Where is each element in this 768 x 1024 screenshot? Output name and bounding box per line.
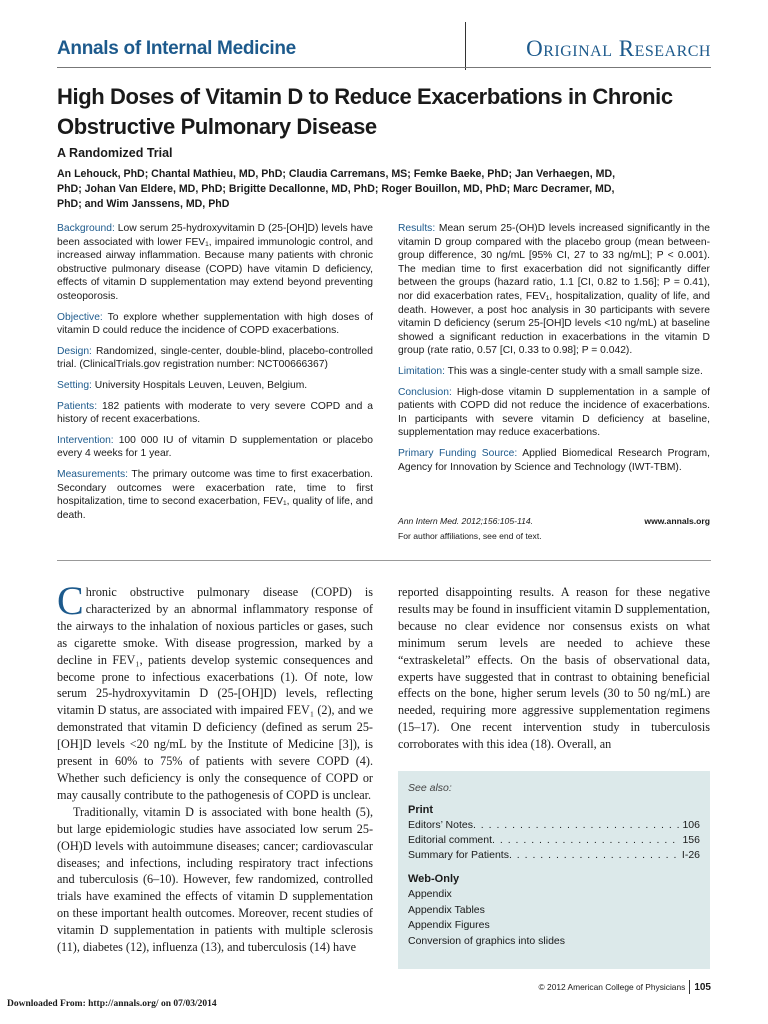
- patients-label: Patients:: [57, 400, 98, 412]
- body-paragraph: reported disappointing results. A reason for these negative results may be found in insufficient vitamin D supplementation, because no clear evidence nor consensus exists on what minimum serum levels are needed to achieve these “extraskeletal” effects. On the basis of observational data, experts have suggested that in contrast to obtaining beneficial effects on the bone, higher serum levels (30 to 50 ng/mL) are needed, requiring more aggressive supplementation regimens (15–17). One recent intervention study in tuberculosis corroborates with this idea (18). Overall, an: [398, 585, 710, 752]
- journal-url-link[interactable]: www.annals.org: [644, 516, 710, 526]
- abstract-right-column: [398, 222, 710, 481]
- print-item-label: Summary for Patients: [408, 849, 509, 861]
- print-item-label: Editorial comment: [408, 834, 493, 846]
- print-item-label: Editors’ Notes: [408, 819, 473, 831]
- abstract-rule: [57, 560, 711, 561]
- objective-label: Objective:: [57, 311, 103, 323]
- copyright: © 2012 American College of Physicians: [538, 982, 686, 992]
- results-text: Mean serum 25-(OH)D levels increased significantly in the vitamin D group compared with the placebo group (mean between-group difference, 30 ng/mL [95% CI, 27 to 33 ng/mL]; P < 0.001). The median time to first exacerbation did not significantly differ between the groups (hazard ratio, 1.1 [CI, 0.82 to 1.56]; P = 0.41), nor did exacerbation rates, FEV₁, hospitalization, quality of life, and death. However, a post hoc analysis in 30 participants with severe vitamin D deficiency (serum 25-[OH]D levels <10 ng/mL) at baseline showed a significant reduction in exacerbations in the vitamin D group (rate ratio, 0.57 [CI, 0.33 to 0.98]; P = 0.042).: [398, 223, 710, 357]
- footer-divider: [689, 980, 690, 994]
- body-paragraph: Traditionally, vitamin D is associated with bone health (5), but large epidemiologic studies have associated low serum 25-(OH)D levels with autoimmune diseases; cancer; cardiovascular diseases; and infections, including respiratory tract infections and tuberculosis (6–10). However, few randomized, controlled trials have examined the effects of vitamin D supplementation on these important health outcomes. Moreover, recent studies of vitamin D supplementation in patients with multiple sclerosis (11), diabetes (12), influenza (13), and tuberculosis (14) have: [57, 804, 373, 955]
- body-right-column: [398, 584, 710, 753]
- abstract-limitation: [398, 365, 710, 379]
- page-number: 105: [694, 981, 711, 993]
- background-text: Low serum 25-hydroxyvitamin D (25-[OH]D) levels have been associated with lower FEV₁, impaired immunologic control, and increased airway inflammation. Because many patients with chronic obstructive pulmonary disease (COPD) have vitamin D deficiency, effects of vitamin D supplementation may extend beyond preventing osteoporosis.: [57, 223, 373, 302]
- patients-text: 182 patients with moderate to very severe COPD and a history of recent exacerbations.: [57, 400, 373, 426]
- see-also-print-item[interactable]: [408, 818, 700, 833]
- article-title: High Doses of Vitamin D to Reduce Exacerbations in Chronic Obstructive Pulmonary Disease: [57, 84, 673, 139]
- abstract-intervention: [57, 434, 373, 461]
- abstract-objective: [57, 311, 373, 338]
- print-heading: Print: [408, 804, 434, 816]
- funding-text: Applied Biomedical Research Program, Agency for Innovation by Science and Technology (IWT-TBM).: [398, 447, 710, 473]
- abstract-design: [57, 345, 373, 372]
- leader-dots: [509, 848, 680, 863]
- section-label: Original Research: [526, 36, 711, 61]
- leader-dots: [492, 833, 680, 848]
- measurements-label: Measurements:: [57, 468, 128, 480]
- affiliations-note: For author affiliations, see end of text.: [398, 531, 542, 541]
- header-rule: [57, 67, 711, 68]
- page-footer: [539, 980, 711, 994]
- conclusion-text: High-dose vitamin D supplementation in a sample of patients with COPD did not reduce the incidence of exacerbations. In participants with severe vitamin D deficiency at baseline, supplementation may reduce exacerbations.: [398, 386, 710, 439]
- print-item-page: 106: [682, 819, 700, 831]
- see-also-title: See also:: [408, 782, 452, 794]
- citation-block: [398, 516, 710, 541]
- download-stamp: Downloaded From: http://annals.org/ on 07/03/2014: [7, 999, 217, 1009]
- web-only-heading: Web-Only: [408, 873, 460, 885]
- print-item-page: 156: [682, 834, 700, 846]
- intervention-label: Intervention:: [57, 434, 114, 446]
- web-item-conversion-slides[interactable]: Conversion of graphics into slides: [408, 934, 565, 947]
- body-left-column: [57, 578, 373, 956]
- limitation-label: Limitation:: [398, 365, 445, 377]
- abstract-funding: [398, 447, 710, 474]
- see-also-box: [398, 771, 710, 969]
- abstract-background: [57, 222, 373, 304]
- body-paragraph-1-text: hronic obstructive pulmonary disease (COPD) is characterized by an abnormal inflammatory response of the airways to the inhalation of noxious particles or gases, such as cigarette smoke. With disease progression, marked by a decline in FEV₁, patients develop systemic consequences and become prone to infectious exacerbations (1). Of note, low serum 25-hydroxyvitamin D (25-[OH]D) levels, reflecting vitamin D status, are associated with impaired FEV₁ (2), and we demonstrated that vitamin D deficiency (defined as serum 25-[OH]D levels <20 ng/mL by the Institute of Medicine [3]), is present in 60% to 75% of patients with severe COPD (4). Whether such deficiency is only the consequence of COPD or may causally contribute to the pathogenesis of COPD is unclear.: [57, 585, 373, 802]
- setting-label: Setting:: [57, 379, 92, 391]
- author-list: An Lehouck, PhD; Chantal Mathieu, MD, PhD; Claudia Carremans, MS; Femke Baeke, PhD; Jan Verhaegen, MD, PhD; Johan Van Eldere, MD, PhD; Brigitte Decallonne, MD, PhD; Roger Bouillon, MD, PhD; Marc Decramer, MD, PhD; and Wim Janssens, MD, PhD: [57, 168, 616, 210]
- see-also-print-item[interactable]: [408, 833, 700, 848]
- citation-reference: Ann Intern Med. 2012;156:105-114.: [398, 516, 534, 526]
- abstract-results: [398, 222, 710, 358]
- article-subtitle: A Randomized Trial: [57, 146, 173, 160]
- background-label: Background:: [57, 223, 115, 234]
- web-item-appendix-tables[interactable]: Appendix Tables: [408, 903, 485, 916]
- abstract-measurements: [57, 468, 373, 522]
- web-item-appendix-figures[interactable]: Appendix Figures: [408, 919, 490, 931]
- abstract-setting: [57, 379, 373, 393]
- drop-cap: C: [57, 578, 84, 623]
- print-item-page: I-26: [681, 849, 700, 861]
- design-text: Randomized, single-center, double-blind, placebo-controlled trial. (ClinicalTrials.gov registration number: NCT00666367): [57, 345, 373, 371]
- objective-text: To explore whether supplementation with high doses of vitamin D could reduce the incidence of COPD exacerbations.: [57, 311, 373, 337]
- journal-name: Annals of Internal Medicine: [57, 38, 296, 59]
- leader-dots: [473, 818, 681, 833]
- abstract-patients: [57, 400, 373, 427]
- see-also-print-item[interactable]: [408, 848, 700, 863]
- measurements-text: The primary outcome was time to first exacerbation. Secondary outcomes were exacerbation rate, time to first hospitalization, time to second exacerbation, FEV₁, quality of life, and death.: [57, 468, 373, 521]
- conclusion-label: Conclusion:: [398, 386, 452, 398]
- limitation-text: This was a single-center study with a small sample size.: [447, 365, 703, 377]
- intervention-text: 100 000 IU of vitamin D supplementation or placebo every 4 weeks for 1 year.: [57, 434, 373, 460]
- abstract-conclusion: [398, 386, 710, 440]
- body-paragraph: [57, 578, 373, 804]
- header-divider: [465, 22, 466, 70]
- results-label: Results:: [398, 223, 436, 234]
- funding-label: Primary Funding Source:: [398, 447, 518, 459]
- abstract-left-column: [57, 222, 373, 529]
- setting-text: University Hospitals Leuven, Leuven, Belgium.: [94, 379, 308, 391]
- design-label: Design:: [57, 345, 92, 357]
- web-item-appendix[interactable]: Appendix: [408, 888, 452, 900]
